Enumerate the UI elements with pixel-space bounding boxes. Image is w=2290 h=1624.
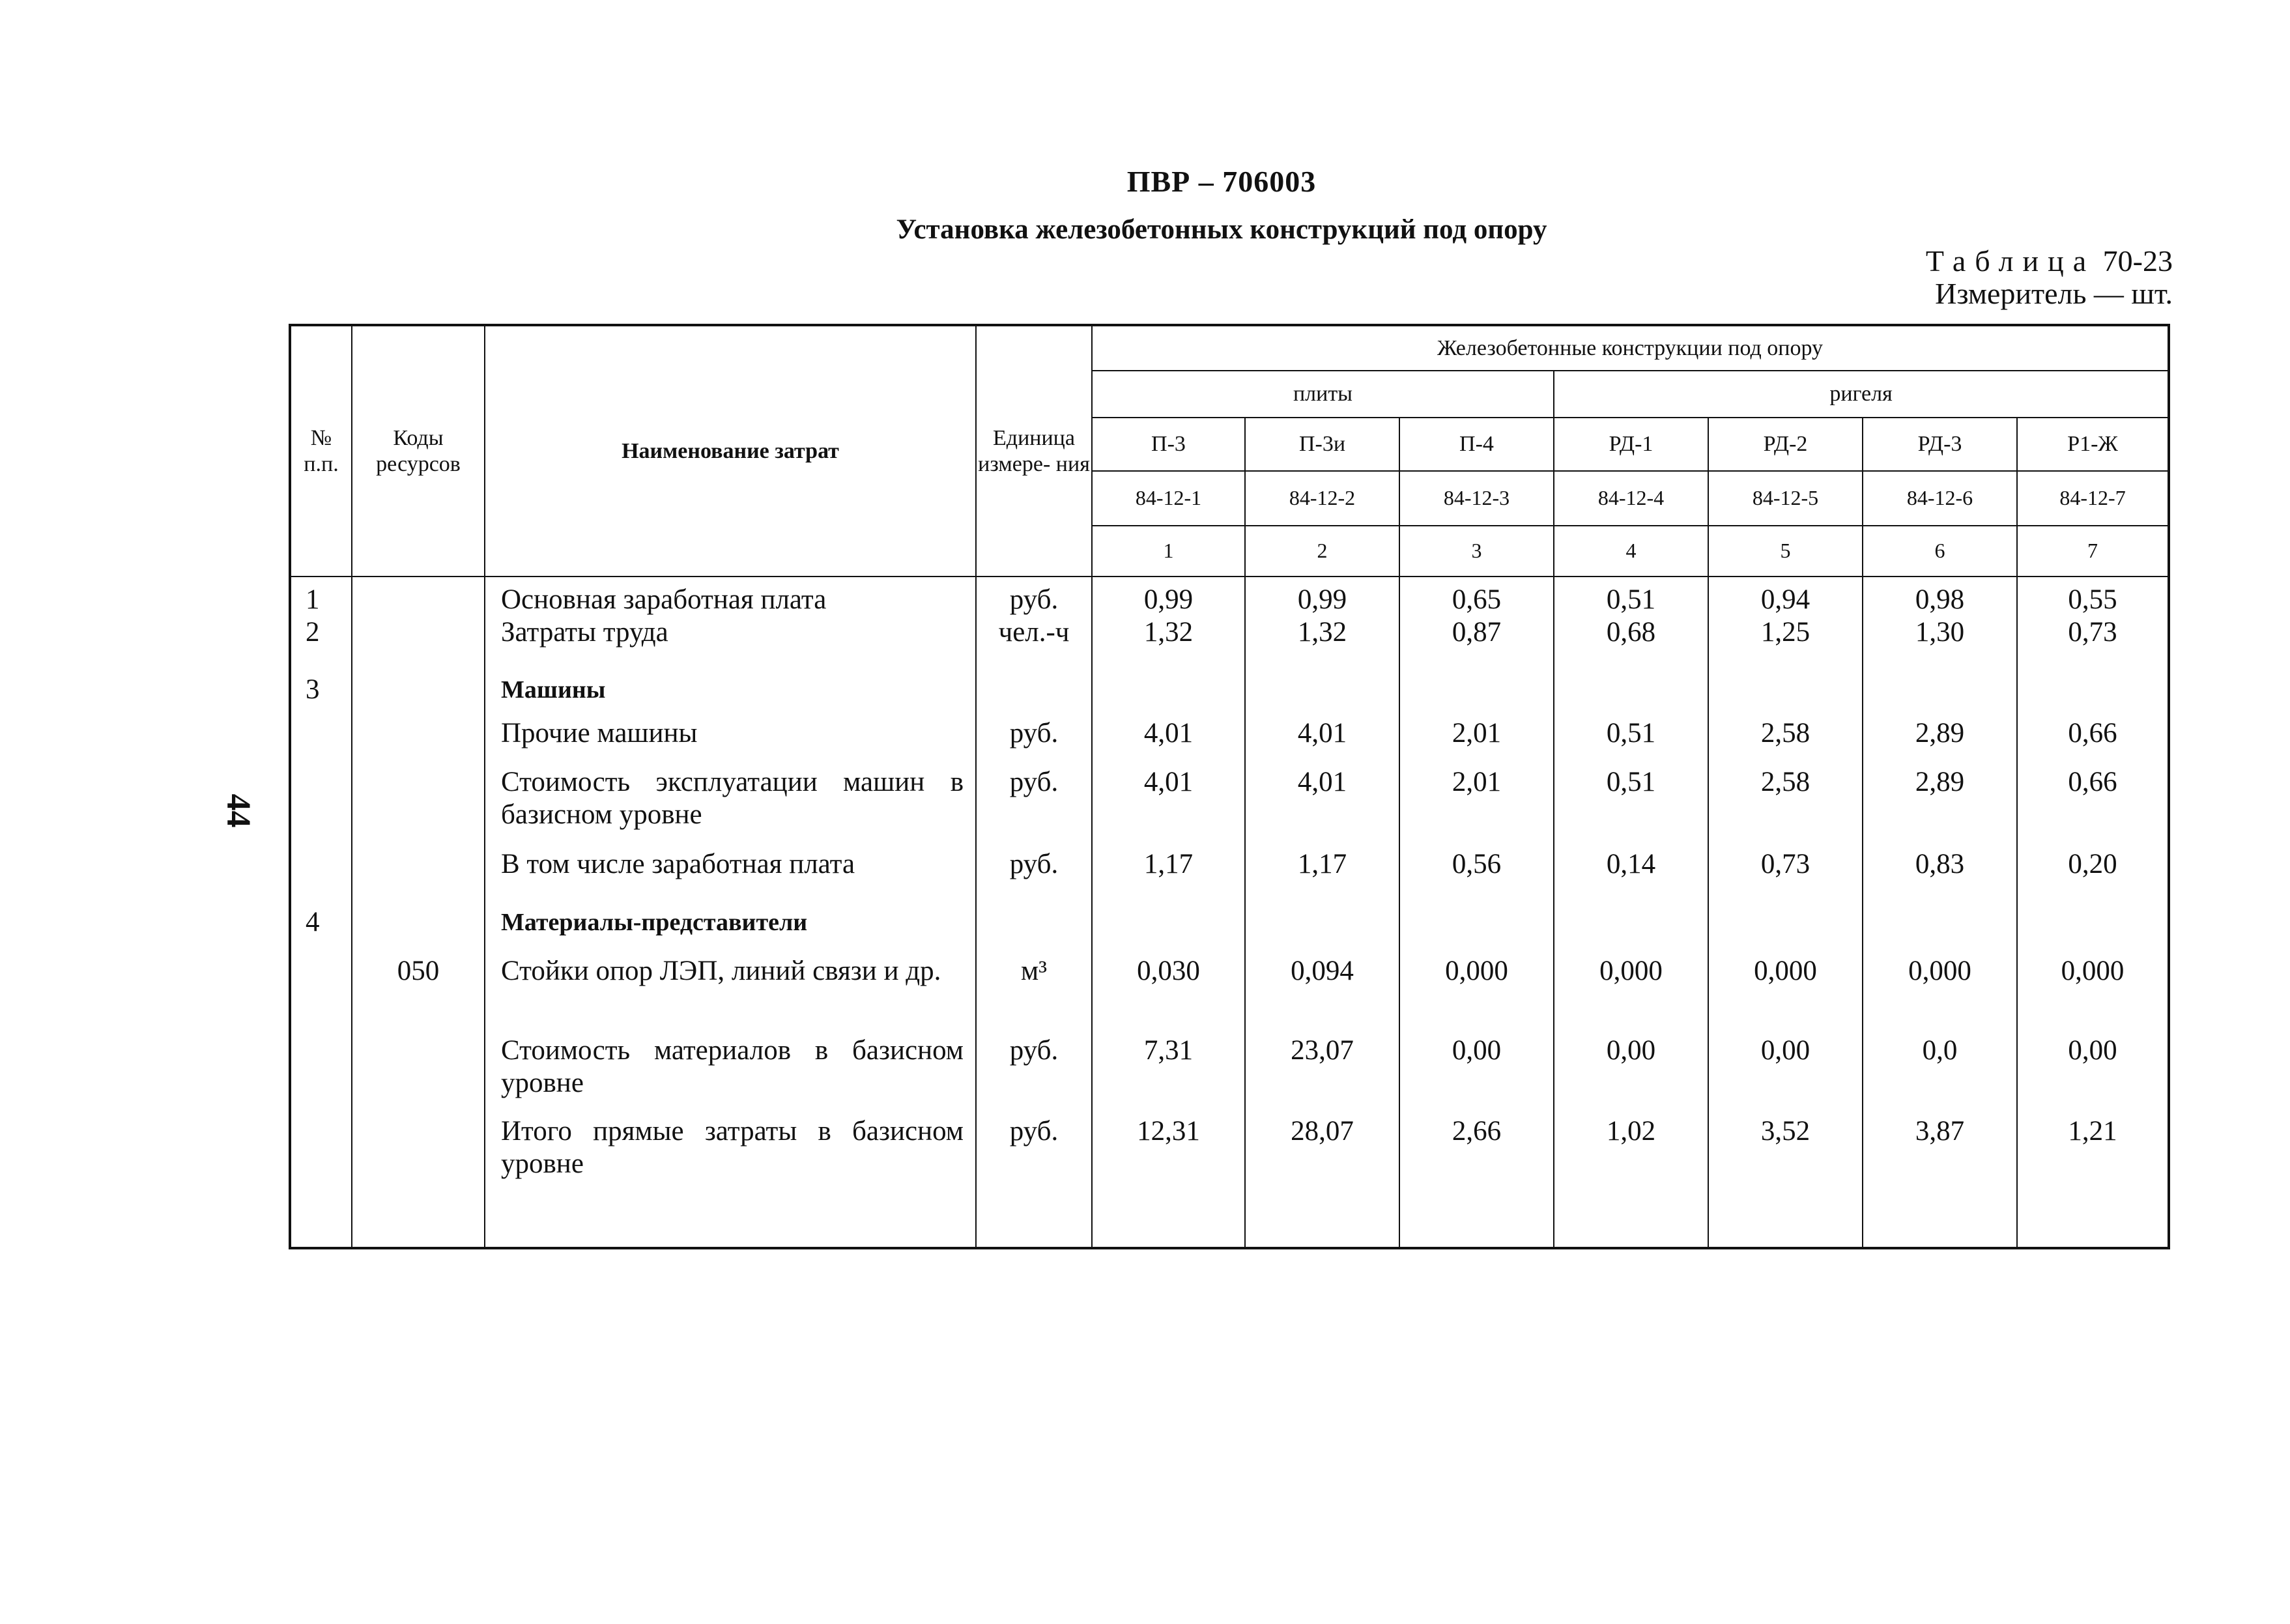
header-code-4: 84-12-4 — [1554, 471, 1708, 526]
header-num: № п.п. — [290, 325, 352, 577]
cost-value: 0,51 — [1606, 718, 1656, 748]
header-col-5: РД-2 — [1708, 418, 1863, 471]
cost-value: 0,66 — [2068, 767, 2117, 797]
column-v1 — [1092, 577, 1245, 1248]
cost-value: 1,02 — [1606, 1116, 1656, 1147]
header-index-6: 6 — [1863, 526, 2017, 577]
cost-value: 12,31 — [1137, 1116, 1200, 1147]
header-code-1: 84-12-1 — [1092, 471, 1245, 526]
cost-value: 0,14 — [1606, 849, 1656, 879]
measure-unit: Измеритель — шт. — [1935, 277, 2173, 310]
header-codes: Коды ресурсов — [352, 325, 485, 577]
cost-value: 0,20 — [2068, 849, 2117, 879]
cost-value: 28,07 — [1291, 1116, 1354, 1147]
cost-value: 0,00 — [2068, 1035, 2117, 1066]
cost-value: 0,000 — [2061, 956, 2125, 986]
column-v7 — [2017, 577, 2169, 1248]
header-index-3: 3 — [1399, 526, 1554, 577]
cost-value: 4,01 — [1297, 767, 1347, 797]
cost-value: 2,01 — [1452, 767, 1502, 797]
header-index-2: 2 — [1245, 526, 1399, 577]
cost-value: 1,21 — [2068, 1116, 2117, 1147]
cost-value: 0,0 — [1922, 1035, 1958, 1066]
cost-value: 0,56 — [1452, 849, 1502, 879]
cost-value: 0,99 — [1297, 584, 1347, 615]
header-col-6: РД-3 — [1863, 418, 2017, 471]
cost-value: 0,87 — [1452, 617, 1502, 648]
column-v4 — [1554, 577, 1708, 1248]
cost-value: 2,01 — [1452, 718, 1502, 748]
cost-value: 4,01 — [1297, 718, 1347, 748]
row-number: 4 — [306, 907, 320, 937]
header-col-1: П-3 — [1092, 418, 1245, 471]
row-number — [291, 766, 351, 838]
cost-item-unit: руб. — [1009, 1035, 1059, 1066]
column-unit — [976, 577, 1092, 1248]
column-v6 — [1863, 577, 2017, 1248]
row-number: 2 — [306, 617, 320, 648]
header-code-7: 84-12-7 — [2017, 471, 2169, 526]
cost-value: 2,58 — [1760, 767, 1811, 797]
row-number — [291, 848, 351, 887]
row-number — [291, 1034, 351, 1106]
table-label — [1926, 244, 2173, 278]
cost-value: 1,17 — [1297, 849, 1347, 879]
cost-value: 1,25 — [1760, 617, 1811, 648]
header-code-2: 84-12-2 — [1245, 471, 1399, 526]
document-title: Установка железобетонных конструкций под опору — [896, 214, 1547, 245]
cost-value: 0,094 — [1291, 956, 1354, 986]
cost-value: 0,000 — [1754, 956, 1817, 986]
cost-value: 2,66 — [1452, 1116, 1502, 1147]
section-heading: Материалы-представители — [501, 909, 808, 936]
header-col-4: РД-1 — [1554, 418, 1708, 471]
cost-item-unit — [977, 674, 1091, 713]
cost-value: 1,30 — [1915, 617, 1965, 648]
header-index-5: 5 — [1708, 526, 1863, 577]
cost-value: 0,55 — [2068, 584, 2117, 615]
cost-value: 0,65 — [1452, 584, 1502, 615]
cost-value: 3,87 — [1915, 1116, 1965, 1147]
cost-value: 0,73 — [1760, 849, 1811, 879]
row-number: 3 — [306, 674, 320, 705]
cost-value: 1,32 — [1143, 617, 1194, 648]
cost-value: 1,32 — [1297, 617, 1347, 648]
row-number — [291, 717, 351, 756]
page-number: 44 — [220, 793, 257, 828]
cost-value: 0,51 — [1606, 584, 1656, 615]
cost-item-name: Затраты труда — [501, 617, 668, 648]
column-num — [290, 577, 352, 1248]
cost-value: 0,73 — [2068, 617, 2117, 648]
cost-item-unit: чел.-ч — [998, 617, 1070, 648]
cost-value: 0,51 — [1606, 767, 1656, 797]
cost-value: 0,00 — [1760, 1035, 1811, 1066]
cost-value: 0,94 — [1760, 584, 1811, 615]
cost-value: 4,01 — [1143, 767, 1194, 797]
cost-item-unit: руб. — [1009, 584, 1059, 615]
cost-value: 0,66 — [2068, 718, 2117, 748]
cost-item-name: Стоимость эксплуатации машин в базисном уровне — [501, 767, 964, 830]
cost-value: 0,68 — [1606, 617, 1656, 648]
resource-code: 050 — [397, 956, 440, 986]
cost-item-name: Основная заработная плата — [501, 584, 827, 615]
cost-value: 2,89 — [1915, 767, 1965, 797]
cost-item-name: Стойки опор ЛЭП, линий связи и др. — [501, 956, 941, 986]
cost-value: 4,01 — [1143, 718, 1194, 748]
column-name — [485, 577, 976, 1248]
cost-value: 0,83 — [1915, 849, 1965, 879]
column-v2 — [1245, 577, 1399, 1248]
cost-value: 2,89 — [1915, 718, 1965, 748]
cost-value: 0,00 — [1452, 1035, 1502, 1066]
section-heading: Машины — [501, 676, 606, 704]
table-label-number: 70-23 — [2102, 244, 2173, 278]
header-group: Железобетонные конструкции под опору — [1092, 325, 2169, 371]
cost-value: 2,58 — [1760, 718, 1811, 748]
header-col-2: П-3и — [1245, 418, 1399, 471]
cost-item-unit: руб. — [1009, 718, 1059, 748]
cost-item-unit: руб. — [1009, 767, 1059, 797]
cost-item-unit — [977, 906, 1091, 945]
header-index-4: 4 — [1554, 526, 1708, 577]
header-sub-girders: ригеля — [1554, 371, 2169, 418]
header-col-7: Р1-Ж — [2017, 418, 2169, 471]
row-number: 1 — [306, 584, 320, 615]
cost-value: 0,99 — [1143, 584, 1194, 615]
header-unit: Единица измере- ния — [976, 325, 1092, 577]
document-code: ПВР – 706003 — [1126, 165, 1317, 198]
header-col-3: П-4 — [1399, 418, 1554, 471]
row-number — [291, 955, 351, 1027]
cost-item-unit: руб. — [1009, 1116, 1059, 1147]
cost-item-name: В том числе заработная плата — [501, 849, 855, 879]
table-label-word: Таблица — [1925, 244, 2096, 278]
cost-item-unit: м³ — [1020, 956, 1048, 986]
cost-value: 1,17 — [1143, 849, 1194, 879]
row-number — [291, 1115, 351, 1187]
header-sub-plates: плиты — [1092, 371, 1554, 418]
cost-value: 0,030 — [1137, 956, 1200, 986]
header-index-1: 1 — [1092, 526, 1245, 577]
column-codes — [352, 577, 485, 1248]
column-v5 — [1708, 577, 1863, 1248]
header-code-5: 84-12-5 — [1708, 471, 1863, 526]
cost-item-name: Итого прямые затраты в базисном уровне — [501, 1116, 964, 1179]
cost-table — [289, 324, 2170, 1249]
cost-value: 0,98 — [1915, 584, 1965, 615]
cost-value: 0,000 — [1445, 956, 1508, 986]
cost-item-unit: руб. — [1009, 849, 1059, 879]
cost-value: 7,31 — [1143, 1035, 1194, 1066]
cost-item-name: Прочие машины — [501, 718, 698, 748]
header-code-6: 84-12-6 — [1863, 471, 2017, 526]
header-code-3: 84-12-3 — [1399, 471, 1554, 526]
cost-item-name: Стоимость материалов в базисном уровне — [501, 1035, 964, 1098]
cost-value: 23,07 — [1291, 1035, 1354, 1066]
cost-value: 0,000 — [1908, 956, 1971, 986]
column-v3 — [1399, 577, 1554, 1248]
header-name: Наименование затрат — [485, 325, 976, 577]
cost-value: 0,000 — [1599, 956, 1663, 986]
header-index-7: 7 — [2017, 526, 2169, 577]
cost-value: 3,52 — [1760, 1116, 1811, 1147]
cost-value: 0,00 — [1606, 1035, 1656, 1066]
